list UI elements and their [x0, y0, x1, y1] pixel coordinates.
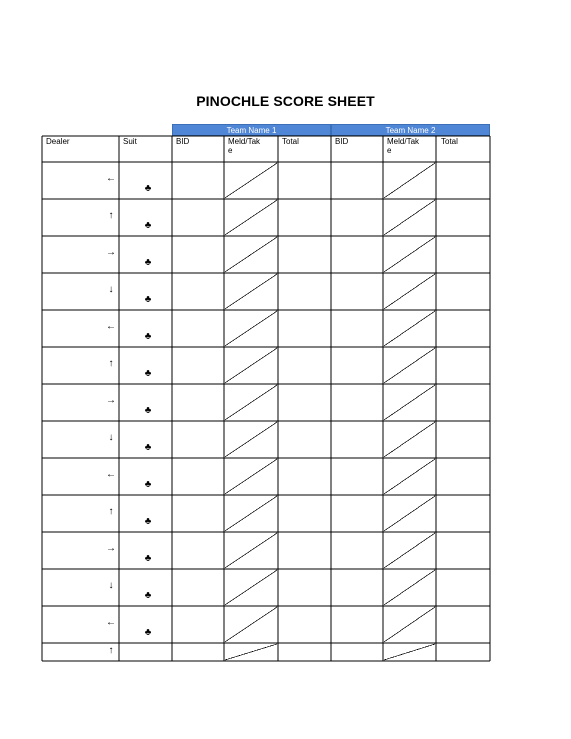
- suit-club-icon: ♣: [144, 368, 152, 379]
- meld-take-diagonal: [225, 422, 277, 457]
- meld-take-diagonal: [225, 348, 277, 383]
- dealer-arrow-icon: ←: [106, 617, 116, 628]
- dealer-arrow-icon: ↑: [108, 210, 114, 221]
- meld-take-diagonal: [384, 459, 435, 494]
- suit-club-icon: ♣: [144, 479, 152, 490]
- meld-take-diagonal: [384, 496, 435, 531]
- meld-take-diagonal: [225, 607, 277, 642]
- meld-take-diagonal: [225, 163, 277, 198]
- meld-take-diagonal: [225, 570, 277, 605]
- dealer-arrow-icon: ↑: [108, 358, 114, 369]
- suit-club-icon: ♣: [144, 516, 152, 527]
- suit-club-icon: ♣: [144, 220, 152, 231]
- header-team1-total: Total: [282, 137, 299, 146]
- header-dealer: Dealer: [46, 137, 70, 146]
- header-team1-bid: BID: [176, 137, 190, 146]
- dealer-arrow-icon: ↑: [108, 506, 114, 517]
- suit-club-icon: ♣: [144, 627, 152, 638]
- dealer-arrow-icon: →: [106, 395, 116, 406]
- dealer-arrow-icon: ↓: [108, 580, 114, 591]
- team-1-name[interactable]: Team Name 1: [172, 124, 331, 136]
- dealer-arrow-icon: ↓: [108, 432, 114, 443]
- meld-take-diagonal: [225, 644, 277, 660]
- header-team2-meld-line1: Meld/Tak: [387, 137, 420, 146]
- meld-take-diagonal: [384, 422, 435, 457]
- meld-take-diagonal: [384, 274, 435, 309]
- dealer-arrow-icon: →: [106, 247, 116, 258]
- meld-take-diagonal: [225, 237, 277, 272]
- meld-take-diagonal: [384, 644, 435, 660]
- meld-take-diagonal: [225, 274, 277, 309]
- suit-club-icon: ♣: [144, 553, 152, 564]
- meld-take-diagonal: [384, 348, 435, 383]
- meld-take-diagonal: [225, 200, 277, 235]
- meld-take-diagonal: [384, 570, 435, 605]
- meld-take-diagonal: [384, 163, 435, 198]
- meld-take-diagonal: [384, 237, 435, 272]
- header-team1-meld-line1: Meld/Tak: [228, 137, 261, 146]
- header-team1-meld-line2: e: [228, 146, 233, 155]
- meld-take-diagonal: [225, 533, 277, 568]
- page-title: PINOCHLE SCORE SHEET: [196, 93, 375, 109]
- dealer-arrow-icon: →: [106, 543, 116, 554]
- meld-take-diagonal: [384, 200, 435, 235]
- dealer-arrow-icon: ←: [106, 321, 116, 332]
- meld-take-diagonal: [384, 533, 435, 568]
- meld-take-diagonal: [384, 385, 435, 420]
- team-2-name[interactable]: Team Name 2: [331, 124, 490, 136]
- dealer-arrow-icon: ↓: [108, 284, 114, 295]
- meld-take-diagonal: [384, 311, 435, 346]
- meld-take-diagonal: [225, 459, 277, 494]
- header-suit: Suit: [123, 137, 137, 146]
- meld-take-diagonal: [225, 311, 277, 346]
- suit-club-icon: ♣: [144, 183, 152, 194]
- header-team2-bid: BID: [335, 137, 349, 146]
- meld-take-diagonal: [384, 607, 435, 642]
- meld-take-diagonal: [225, 496, 277, 531]
- header-team2-total: Total: [441, 137, 458, 146]
- suit-club-icon: ♣: [144, 590, 152, 601]
- suit-club-icon: ♣: [144, 257, 152, 268]
- meld-take-diagonal: [225, 385, 277, 420]
- suit-club-icon: ♣: [144, 405, 152, 416]
- dealer-arrow-icon: ←: [106, 469, 116, 480]
- dealer-arrow-icon: ←: [106, 173, 116, 184]
- header-team2-meld-line2: e: [387, 146, 392, 155]
- suit-club-icon: ♣: [144, 442, 152, 453]
- suit-club-icon: ♣: [144, 331, 152, 342]
- suit-club-icon: ♣: [144, 294, 152, 305]
- dealer-arrow-icon: ↑: [108, 645, 114, 656]
